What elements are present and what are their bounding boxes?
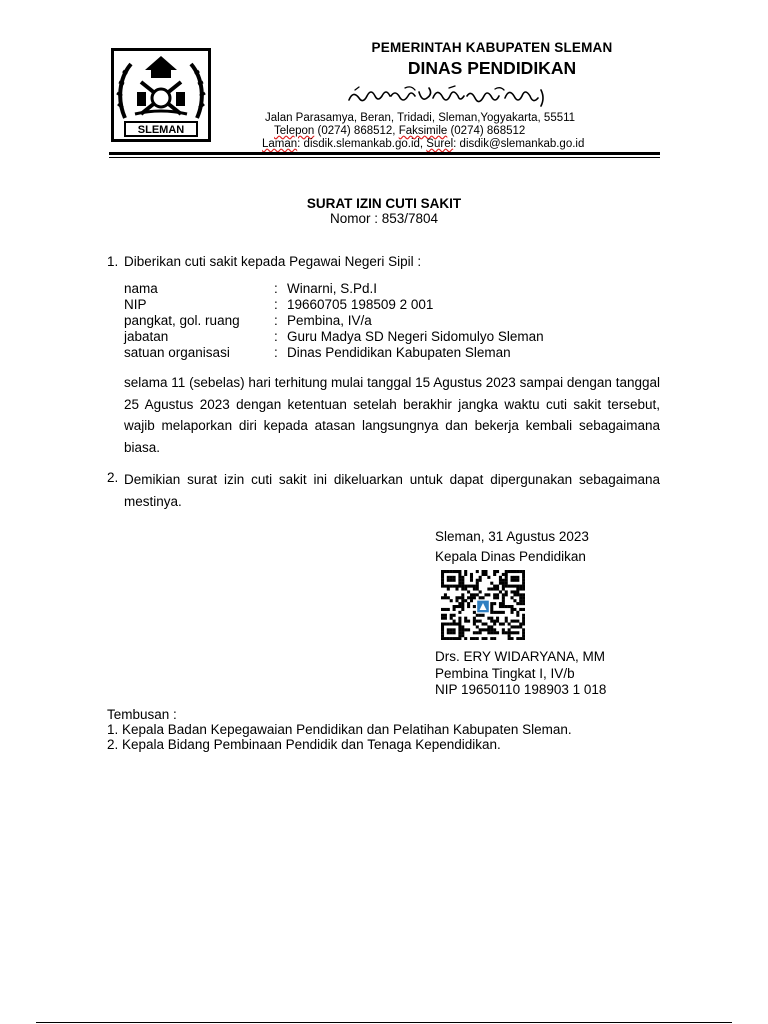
government-name: PEMERINTAH KABUPATEN SLEMAN	[371, 40, 613, 55]
closing-paragraph: Demikian surat izin cuti sakit ini dikeluarkan untuk dapat dipergunakan sebagaimana mestinya.	[124, 472, 660, 509]
field-label: jabatan	[124, 329, 169, 344]
agency-name: DINAS PENDIDIKAN	[407, 58, 577, 78]
field-value: Pembina, IV/a	[287, 313, 372, 328]
address-line: Jalan Parasamya, Beran, Tridadi, Sleman,Yogyakarta, 55511	[265, 112, 576, 124]
field-jabatan	[124, 329, 544, 345]
field-separator: :	[274, 329, 278, 344]
javanese-script-agency-name	[345, 84, 555, 110]
web-label: Laman	[262, 138, 298, 150]
field-label: NIP	[124, 297, 147, 312]
letter-title: SURAT IZIN CUTI SAKIT	[306, 196, 462, 211]
signer-rank: Pembina Tingkat I, IV/b	[435, 666, 575, 681]
letterhead-divider-thin	[109, 157, 660, 158]
item-2-number: 2.	[107, 470, 119, 485]
field-label: pangkat, gol. ruang	[124, 313, 240, 328]
email-value: : disdik@slemankab.go.id	[453, 138, 585, 150]
field-label: nama	[124, 281, 158, 296]
field-separator: :	[274, 313, 278, 328]
web-email-line	[262, 137, 584, 152]
letterhead-divider-thick	[109, 152, 660, 155]
logo-caption: SLEMAN	[137, 124, 185, 136]
field-separator: :	[274, 281, 278, 296]
field-value: 19660705 198509 2 001	[287, 297, 434, 312]
leave-period-paragraph: selama 11 (sebelas) hari terhitung mulai tanggal 15 Agustus 2023 sampai dengan tanggal 25 Agustus 2023 dengan ketentuan setelah berakhir jangka waktu cuti sakit tersebut, wajib melaporkan diri kepada atasan langsungnya dan bekerja kembali sebagaimana biasa.	[124, 375, 660, 455]
field-value: Dinas Pendidikan Kabupaten Sleman	[287, 345, 511, 360]
field-pangkat	[124, 313, 372, 329]
email-label: Surel	[426, 138, 454, 150]
qr-code-signature	[441, 570, 525, 640]
item-1-number: 1.	[107, 254, 119, 269]
fax-label: Faksimile	[398, 125, 448, 137]
field-value: Winarni, S.Pd.I	[287, 281, 378, 296]
fax-value: (0274) 868512	[447, 125, 526, 137]
field-separator: :	[274, 345, 278, 360]
cc-item-2: 2. Kepala Bidang Pembinaan Pendidik dan Tenaga Kependidikan.	[107, 737, 501, 752]
place-date: Sleman, 31 Agustus 2023	[435, 529, 589, 544]
signer-name: Drs. ERY WIDARYANA, MM	[435, 649, 606, 664]
item-1-intro: Diberikan cuti sakit kepada Pegawai Negeri Sipil :	[124, 254, 422, 269]
field-value: Guru Madya SD Negeri Sidomulyo Sleman	[287, 329, 544, 344]
field-satuan-organisasi	[124, 345, 511, 361]
phone-label: Telepon	[274, 125, 315, 137]
field-label: satuan organisasi	[124, 345, 230, 360]
web-value: : disdik.slemankab.go.id,	[297, 138, 427, 150]
cc-heading: Tembusan :	[107, 707, 177, 722]
page-bottom-edge	[36, 1022, 732, 1023]
field-nama	[124, 281, 377, 297]
letter-number: Nomor : 853/7804	[329, 211, 439, 226]
signer-position: Kepala Dinas Pendidikan	[435, 549, 586, 564]
phone-value: (0274) 868512,	[314, 125, 399, 137]
signer-nip: NIP 19650110 198903 1 018	[435, 682, 607, 697]
cc-item-1: 1. Kepala Badan Kepegawaian Pendidikan dan Pelatihan Kabupaten Sleman.	[107, 722, 572, 737]
sleman-coat-of-arms-logo	[111, 48, 211, 142]
field-separator: :	[274, 297, 278, 312]
field-nip	[124, 297, 433, 313]
